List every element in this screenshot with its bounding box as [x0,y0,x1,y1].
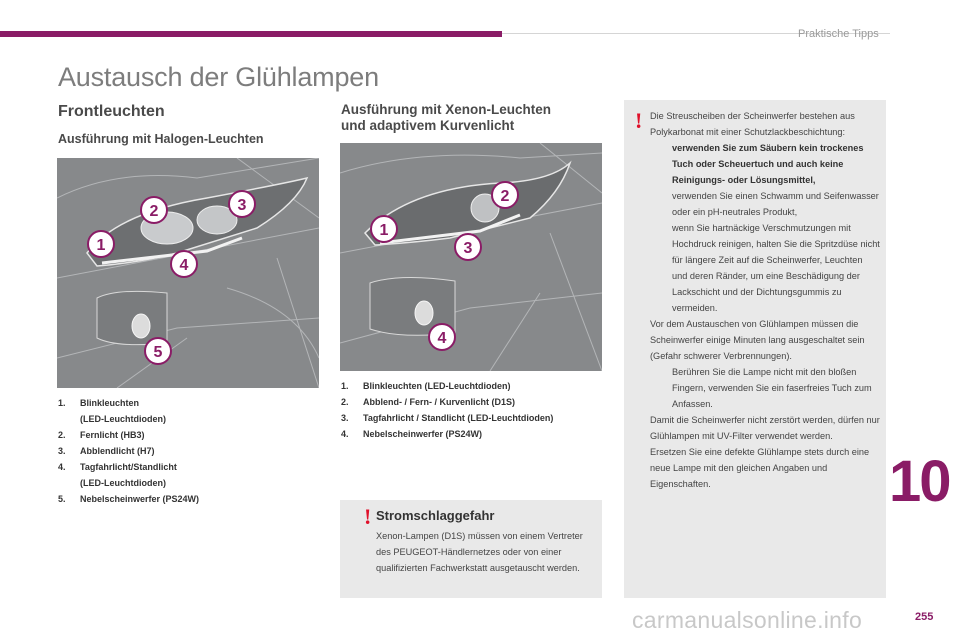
electric-shock-warning [340,500,602,598]
notice-paragraph: Damit die Scheinwerfer nicht zerstört werden, dürfen nur Glühlampen mit UV-Filter verwendet werden. [650,415,880,441]
list-item: 3. Tagfahrlicht / Standlicht (LED-Leuchtdioden) [341,413,554,423]
warning-icon: ! [635,108,643,133]
list-item: (LED-Leuchtdioden) [80,478,166,488]
halogen-callout-2: 2 [149,203,159,220]
watermark: carmanualsonline.info [632,607,863,633]
care-notice-text [650,108,880,492]
halogen-callout-5: 5 [153,344,163,361]
xenon-headlight-figure [340,143,602,371]
halogen-callout-4: 4 [179,257,189,274]
halogen-headlight-figure [57,158,319,388]
xenon-callout-1: 1 [379,222,389,239]
list-item: 1. Blinkleuchten (LED-Leuchtdioden) [341,381,511,391]
warning-icon: ! [364,504,372,529]
header-accent-bar [0,31,502,37]
list-item: 5. Nebelscheinwerfer (PS24W) [58,494,200,504]
list-item: wenn Sie hartnäckige Verschmutzungen mit Hochdruck reinigen, halten Sie die Spritzdüse nicht für längere Zeit auf die Scheinwerfer, Leuchten und deren Ränder, um eine Beschädigung der Lackschicht und der Dichtungsgummis zu vermeiden. [672,223,880,313]
xenon-heading: Ausführung mit Xenon-Leuchten und adaptivem Kurvenlicht [341,102,551,133]
list-item: 4. Nebelscheinwerfer (PS24W) [341,429,483,439]
halogen-parts-list [58,395,298,507]
warning-text: Xenon-Lampen (D1S) müssen von einem Vertreter des PEUGEOT-Händlernetzes oder von einer qualifizierten Fachwerkstatt ausgetauscht werden. [376,531,583,573]
chapter-number: 10 [889,449,950,514]
xenon-parts-list [341,378,611,442]
page-number: 255 [915,611,934,623]
list-item: (LED-Leuchtdioden) [80,414,166,424]
halogen-callout-3: 3 [237,197,247,214]
xenon-callout-4: 4 [437,330,447,347]
list-item: verwenden Sie zum Säubern kein trockenes Tuch oder Scheuertuch und auch keine Reinigungs- oder Lösungsmittel, [672,143,864,185]
list-item: verwenden Sie einen Schwamm und Seifenwasser oder ein pH-neutrales Produkt, [672,191,879,217]
xenon-callout-3: 3 [463,240,473,257]
list-item: 2. Abblend- / Fern- / Kurvenlicht (D1S) [341,397,516,407]
notice-paragraph: Vor dem Austauschen von Glühlampen müssen die Scheinwerfer einige Minuten lang ausgeschaltet sein (Gefahr schwerer Verbrennungen). [650,319,865,361]
notice-paragraph: Ersetzen Sie eine defekte Glühlampe stets durch eine neue Lampe mit den gleichen Angaben und Eigenschaften. [650,447,870,489]
halogen-subheading: Ausführung mit Halogen-Leuchten [58,132,264,146]
list-item: 3. Abblendlicht (H7) [58,446,155,456]
warning-title: Stromschlaggefahr [376,508,495,523]
halogen-callout-1: 1 [96,237,106,254]
page-title: Austausch der Glühlampen [58,62,379,92]
list-item: 4. Tagfahrlicht/Standlicht [58,462,177,472]
list-item: Berühren Sie die Lampe nicht mit den bloßen Fingern, verwenden Sie ein faserfreies Tuch zum Anfassen. [672,367,872,409]
list-item: 1. Blinkleuchten [58,398,140,408]
section-label: Praktische Tipps [798,28,879,40]
frontleuchten-heading: Frontleuchten [58,103,165,120]
notice-intro: Die Streuscheiben der Scheinwerfer bestehen aus Polykarbonat mit einer Schutzlackbeschichtung: [650,111,855,137]
list-item: 2. Fernlicht (HB3) [58,430,145,440]
xenon-callout-2: 2 [500,188,510,205]
